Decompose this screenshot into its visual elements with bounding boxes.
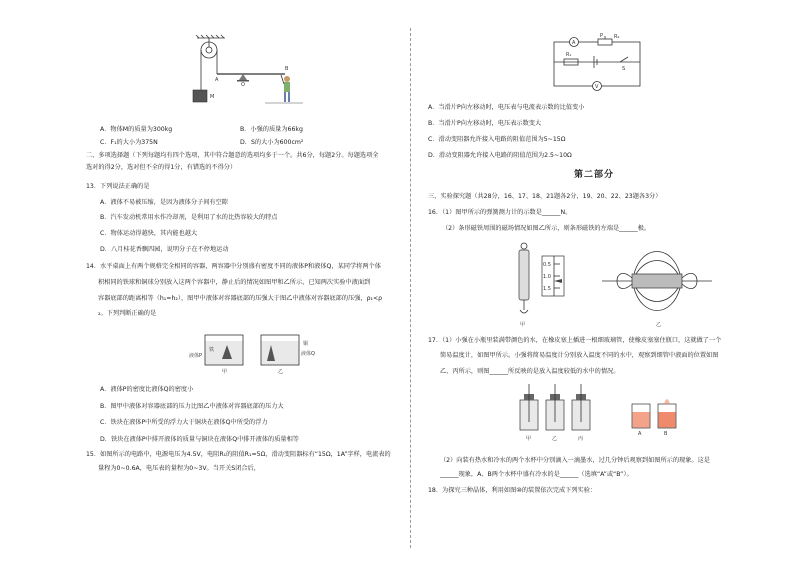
q12-option-b[interactable]: B．小强的质量为66kg [240,126,303,133]
label-iron: 铁 [209,347,215,353]
q15-option-a[interactable]: A．当滑片P向左移动时，电压表与电流表示数的比值变小 [428,104,585,111]
q14-line-2: 积相同的铁球和铜球分别放入这两个容器中，静止后的情况如图甲和乙所示，已知两次实验中液面到 [98,279,371,286]
fig12-label-o: O [241,82,245,88]
circuit-label-a: A [572,40,576,46]
q17-part2-line-2: ______现象，A、B两个水杯中盛有冷水的是______（选填“A”或“B”）。 [440,471,633,478]
label-jia: 甲 [222,369,228,375]
magnet-label: 乙 [656,322,662,328]
bottle-yi [546,384,564,442]
q12-option-a[interactable]: A．物体M的质量为300kg [100,126,173,133]
bar-magnet-field [602,252,712,329]
q17-line-1: 17．（1）小强在小瓶里装满带颜色的水，在橡皮塞上插进一根细玻璃管，使橡皮塞塞住瓶口，这就做了一个 [428,337,722,344]
q18-stem: 18．为探究三种晶体，利用如图⑩的装置依次完成下列实验： [428,487,597,494]
circuit-label-p: P [600,33,604,39]
circuit-label-s: S [622,66,626,72]
q13-stem: 13．下列说法正确的是 [86,183,150,190]
q13-option-c[interactable]: C．物体运动得越快，其内能也越大 [100,230,198,237]
beaker-label-a: A [638,431,642,437]
part2-title: 第二部分 [574,170,615,180]
q12-option-d[interactable]: D．S的大小为600cm² [240,139,304,146]
circuit-label-r2: R₂ [614,34,620,40]
spring-scale [519,243,529,328]
q16-part1: 16．（1）图甲所示的弹簧测力计的示数是______N。 [428,209,572,216]
q17-line-3: 乙、丙所示，则图______所反映的是放入温度较低的水中的情况。 [440,368,620,375]
beaker-label-b: B [664,431,668,437]
fig12-label-a: A [215,77,219,83]
q17-figure [502,382,702,442]
label-liquid-p: 液体P [189,353,203,359]
q15-circuit [542,33,652,96]
q14-option-d[interactable]: D．铁块在液体P中排开液体的质量与铜块在液体Q中排开液体的质量相等 [100,436,299,443]
section2-heading-cont: 选对的得2分，选对但不全的得1分，有错选的不得分） [86,164,237,171]
beaker-b [658,399,676,437]
tick-0-5: 0.5 [543,262,551,268]
q15-line-1: 15．如图所示的电路中，电源电压为4.5V，电阻R₁的阻值R₁=5Ω，滑动变阻器标有“15Ω，1A”字样，电流表的 [86,451,391,458]
section2-heading: 二、多项选择题（下列每题均有四个选项，其中符合题意的选项均多于一个。共6分，每题2分。每题选项全 [86,152,379,159]
bottle-label-yi: 乙 [552,436,558,442]
beaker-a-water [633,412,650,428]
q14-option-a[interactable]: A．液体P的密度比液体Q的密度小 [100,386,194,393]
circuit-label-v: V [595,84,599,90]
bottle-bing [572,384,590,442]
label-liquid-q: 液体Q [301,351,315,357]
q14-line-1: 14．水平桌面上有两个规格完全相同的容器，两容器中分别盛有密度不同的液体P和液体Q，某同学将两个体 [86,263,381,270]
q14-option-c[interactable]: C．铁块在液体P中所受的浮力大于铜块在液体Q中所受的浮力 [100,419,268,426]
beaker-b-water [659,412,676,428]
q15-line-2: 量程为0~0.6A，电压表的量程为0~3V。当开关S闭合后， [98,465,260,472]
bottle-label-bing: 丙 [578,436,584,442]
right-column [412,0,794,562]
q14-figure [189,325,320,375]
q16-part2: （2）条形磁铁周围的磁场情况如图乙所示，则条形磁铁的左端是______极。 [442,225,651,232]
label-copper: 铜 [303,341,309,347]
container-yi [261,335,315,375]
section3-heading: 三、实验探究题（共28分，16、17、18、21题各2分，19、20、22、23题各3分） [428,193,662,200]
bottle-jia [520,384,538,442]
q12-figure [185,34,305,104]
fig12-label-b: B [285,66,289,72]
beaker-a [632,404,650,437]
q13-option-a[interactable]: A．液体不易被压缩，是因为液体分子间有空隙 [100,199,228,206]
q15-option-c[interactable]: C．滑动变阻器允许接入电路的阻值范围为5~15Ω [428,136,566,143]
q17-part2-line-1: （2）向装有热水和冷水的两个水杯中分别滴入一滴墨水，过几分钟后观察到如图所示的现象。这是 [440,457,710,464]
fig12-label-m: M [210,94,215,100]
tick-1-0: 1.0 [543,274,551,280]
column-divider [410,28,411,548]
label-yi: 乙 [278,369,284,375]
container-jia [189,335,243,375]
scale-zoom [542,256,564,296]
bottle-label-jia: 甲 [526,436,532,442]
q16-figure [502,240,742,330]
q14-line-4: ₂。下列判断正确的是 [98,310,157,317]
q15-option-b[interactable]: B．当滑片P向左移动时，电压表示数变大 [428,120,542,127]
q13-option-b[interactable]: B．汽车发动机常用水作冷却剂，是利用了水的比热容较大的特点 [100,214,278,221]
spring-scale-label: 甲 [520,322,526,328]
q13-option-d[interactable]: D．八月桂花香飘四园，说明分子在不停地运动 [100,246,229,253]
q15-option-d[interactable]: D．滑动变阻器允许接入电路的阻值范围为2.5~10Ω [428,152,572,159]
q12-option-c[interactable]: C．F₁的大小为375N [100,139,158,146]
tick-1-5: 1.5 [543,286,551,292]
q14-line-3: 容器底部的距离相等（h₁=h₂），图甲中液体对容器底部的压强大于图乙中液体对容器底部的压强，ρ₁<ρ [98,295,383,302]
circuit-label-r1: R₁ [566,52,572,58]
q17-line-2: 简易温度计，如图甲所示。小强将简易温度计分别放入温度不同的水中，观察到细管中液面的位置如图 [440,352,719,359]
q14-option-b[interactable]: B．图甲中液体对容器底部的压力比图乙中液体对容器底部的压力大 [100,403,284,410]
